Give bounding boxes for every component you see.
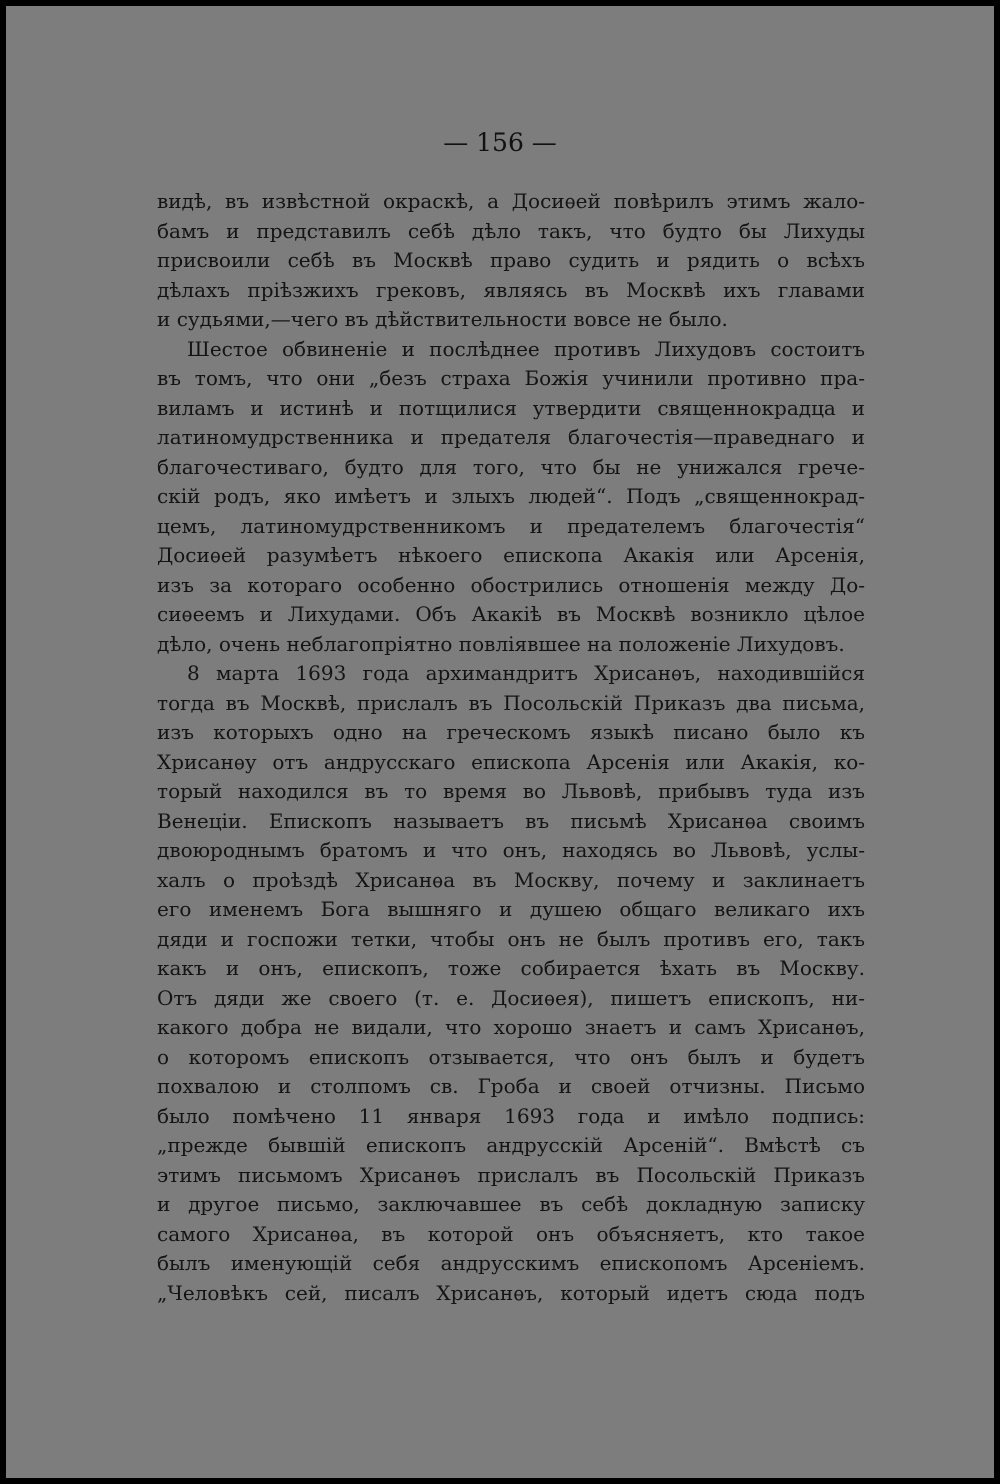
text-line: и другое письмо, заключавшее въ себѣ докладную записку: [157, 1192, 865, 1216]
text-line: и судьями,—чего въ дѣйствительности вовсе не было.: [157, 307, 728, 331]
text-line: какъ и онъ, епископъ, тоже собирается ѣхать въ Москву.: [157, 956, 865, 980]
text-line: латиномудрственника и предателя благочестія—праведнаго и: [157, 425, 865, 449]
book-page: [6, 6, 994, 1478]
text-line: дяди и госпожи тетки, чтобы онъ не былъ противъ его, такъ: [157, 926, 865, 951]
text-line: двоюроднымъ братомъ и что онъ, находясь во Львовѣ, услы-: [157, 838, 865, 862]
text-line: въ томъ, что они „безъ страха Божія учинили противно пра-: [157, 366, 865, 390]
text-line: похвалою и столпомъ св. Гроба и своей отчизны. Письмо: [157, 1074, 865, 1098]
text-line: „Человѣкъ сей, писалъ Хрисанѳъ, который идетъ сюда подъ: [157, 1280, 865, 1305]
text-line: о которомъ епископъ отзывается, что онъ былъ и будетъ: [157, 1044, 865, 1069]
text-line: дѣло, очень неблагопріятно повліявшее на положеніе Лихудовъ.: [157, 631, 845, 656]
text-line: бамъ и представилъ себѣ дѣло такъ, что будто бы Лихуды: [157, 218, 865, 243]
text-line: Хрисанѳу отъ андрусскаго епископа Арсенія или Акакія, ко-: [157, 749, 865, 774]
text-line: Шестое обвиненіе и послѣднее противъ Лихудовъ состоитъ: [187, 336, 865, 361]
text-line: благочестиваго, будто для того, что бы не унижался грече-: [157, 454, 865, 479]
body-text: [157, 187, 865, 1308]
text-line: тогда въ Москвѣ, прислалъ въ Посольскій Приказъ два письма,: [157, 690, 865, 715]
text-line: Венеціи. Епископъ называетъ въ письмѣ Хрисанѳа своимъ: [157, 808, 865, 833]
text-line: присвоили себѣ въ Москвѣ право судить и рядить о всѣхъ: [157, 248, 865, 272]
text-line: его именемъ Бога вышняго и душею общаго великаго ихъ: [157, 897, 865, 921]
text-line: изъ которыхъ одно на греческомъ языкѣ писано было къ: [157, 720, 865, 744]
text-line: сиѳеемъ и Лихудами. Объ Акакіѣ въ Москвѣ возникло цѣлое: [157, 602, 865, 626]
text-line: цемъ, латиномудрственникомъ и предателемъ благочестія“: [157, 513, 865, 538]
text-line: торый находился въ то время во Львовѣ, прибывъ туда изъ: [157, 779, 865, 803]
text-line: „прежде бывшій епископъ андрусскій Арсеній“. Вмѣстѣ съ: [157, 1133, 865, 1157]
text-line: Отъ дяди же своего (т. е. Досиѳея), пишетъ епископъ, ни-: [157, 985, 865, 1010]
text-line: изъ за котораго особенно обострились отношенія между До-: [157, 572, 865, 597]
text-line: 8 марта 1693 года архимандритъ Хрисанѳъ, находившійся: [187, 661, 865, 685]
text-line: халъ о проѣздѣ Хрисанѳа въ Москву, почему и заклинаетъ: [157, 867, 865, 892]
text-line: этимъ письмомъ Хрисанѳъ прислалъ въ Посольскій Приказъ: [157, 1162, 865, 1187]
text-line: какого добра не видали, что хорошо знаетъ и самъ Хрисанѳъ,: [157, 1015, 865, 1039]
text-line: виламъ и истинѣ и потщилися утвердити священнокрадца и: [157, 395, 865, 420]
page-number: — 156 —: [443, 128, 557, 157]
text-line: скій родъ, яко имѣетъ и злыхъ людей“. Подъ „священнокрад-: [157, 484, 865, 508]
text-line: былъ именующій себя андрусскимъ епископомъ Арсеніемъ.: [157, 1251, 865, 1275]
text-line: самого Хрисанѳа, въ которой онъ объясняетъ, кто такое: [157, 1221, 865, 1246]
text-line: дѣлахъ пріѣзжихъ грековъ, являясь въ Москвѣ ихъ главами: [157, 277, 865, 302]
text-line: было помѣчено 11 января 1693 года и имѣло подпись:: [157, 1103, 865, 1128]
text-line: видѣ, въ извѣстной окраскѣ, а Досиѳей повѣрилъ этимъ жало-: [157, 189, 865, 213]
text-line: Досиѳей разумѣетъ нѣкоего епископа Акакія или Арсенія,: [157, 543, 865, 567]
